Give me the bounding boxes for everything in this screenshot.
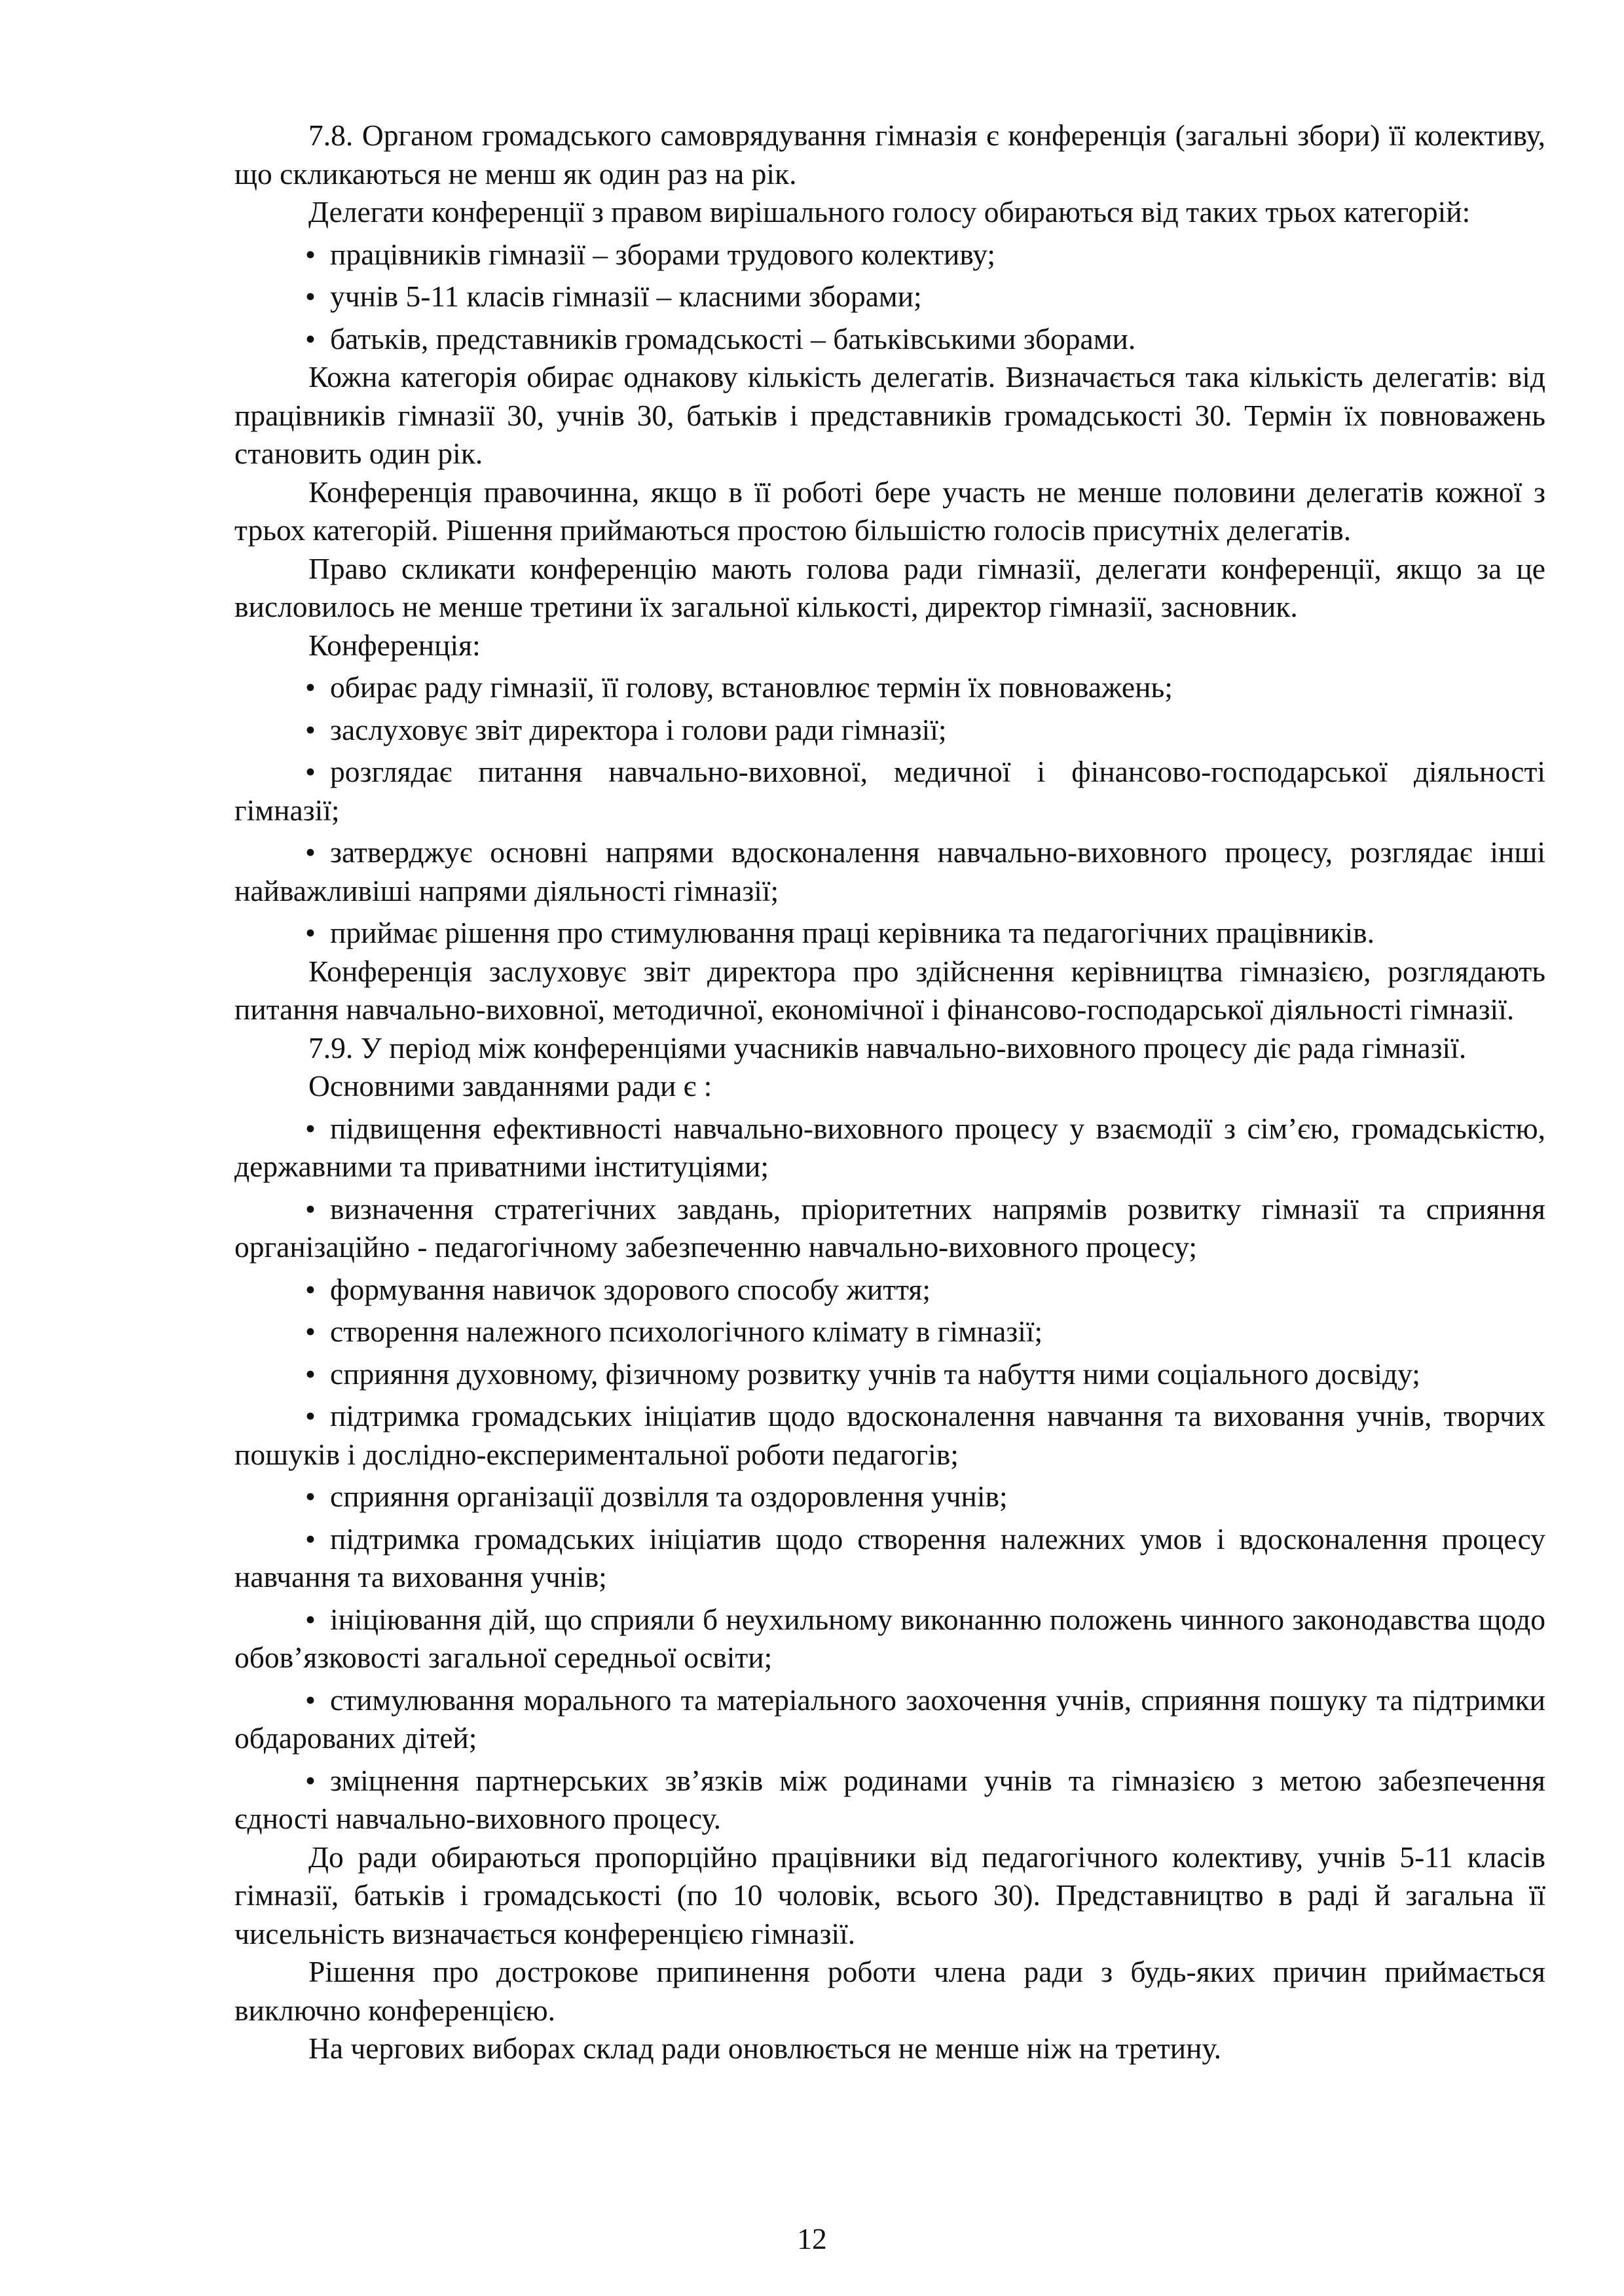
list-item: • підтримка громадських ініціатив щодо вдосконалення навчання та виховання учнів, творчих пошуків і дослідно-експериментальної роботи педагогів; [234,1397,1545,1474]
bullet-icon: • [305,1315,316,1348]
categories-list [234,236,1545,359]
bullet-icon: • [305,321,316,355]
bullet-icon: • [305,1522,316,1556]
list-item: • сприяння духовному, фізичному розвитку учнів та набуття ними соціального досвіду; [234,1355,1545,1394]
paragraph-tasks-label: Основними завданнями ради є : [308,1069,712,1102]
list-item: • розглядає питання навчально-виховної, медичної і фінансово-господарської діяльності гімназії; [234,753,1545,829]
bullet-icon: • [305,916,316,949]
paragraph-report: Конференція заслуховує звіт директора про здійснення керівництва гімназією, розглядають питання навчально-виховної, методичної, економічної і фінансово-господарської діяльності гімназії. [234,954,1545,1026]
page-number: 12 [797,2222,827,2255]
paragraph-7-8-intro: 7.8. Органом громадського самоврядування гімназія є конференція (загальні збори) її колективу, що скликаються не менш як один раз на рік. [234,118,1545,191]
bullet-icon: • [305,670,316,704]
bullet-icon: • [305,1192,316,1226]
list-item: • обирає раду гімназії, її голову, встановлює термін їх повноважень; [234,668,1545,707]
paragraph-convening-right: Право скликати конференцію мають голова ради гімназії, делегати конференції, якщо за це висловилось не менше третини їх загальної кількості, директор гімназії, засновник. [234,551,1545,623]
paragraph-conference-label: Конференція: [308,628,481,662]
list-item: • стимулювання морального та матеріального заохочення учнів, сприяння пошуку та підтримки обдарованих дітей; [234,1681,1545,1758]
bullet-icon: • [305,1683,316,1717]
conference-powers-list [234,668,1545,953]
bullet-icon: • [305,1111,316,1145]
bullet-icon: • [305,755,316,788]
list-item: • затверджує основні напрями вдосконалення навчально-виховного процесу, розглядає інші найважливіші напрями діяльності гімназії; [234,833,1545,910]
list-item: • батьків, представників громадськості – батьківськими зборами. [234,320,1545,359]
list-item: • працівників гімназії – зборами трудового колективу; [234,236,1545,274]
bullet-icon: • [305,1602,316,1636]
paragraph-7-9-intro: 7.9. У період між конференціями учасників навчально-виховного процесу діє рада гімназії. [308,1030,1467,1065]
paragraph-delegates-count: Кожна категорія обирає однакову кількість делегатів. Визначається така кількість делегатів: від працівників гімназії 30, учнів 30, батьків і представників громадськості 30. Термін їх повноважень становить один рік. [234,360,1545,470]
list-item: • зміцнення партнерських зв’язків між родинами учнів та гімназією з метою забезпечення єдності навчально-виховного процесу. [234,1762,1545,1838]
list-item: • створення належного психологічного клімату в гімназії; [234,1313,1545,1351]
list-item: • сприяння організації дозвілля та оздоровлення учнів; [234,1478,1545,1516]
list-item: • визначення стратегічних завдань, пріоритетних напрямів розвитку гімназії та сприяння організаційно - педагогічному забезпеченню навчально-виховного процесу; [234,1190,1545,1267]
bullet-icon: • [305,1763,316,1797]
paragraph-early-termination: Рішення про дострокове припинення роботи члена ради з будь-яких причин приймається виключно конференцією. [234,1955,1545,2027]
list-item: • ініціювання дій, що сприяли б неухильному виконанню положень чинного законодавства щодо обов’язковості загальної середньої освіти; [234,1601,1545,1677]
list-item: • підтримка громадських ініціатив щодо створення належних умов і вдосконалення процесу навчання та виховання учнів; [234,1520,1545,1597]
paragraph-composition: До ради обираються пропорційно працівники від педагогічного колективу, учнів 5-11 класів гімназії, батьків і громадськості (по 10 чоловік, всього 30). Представництво в раді й загальна її чисельність визначається конференцією гімназії. [234,1840,1545,1950]
bullet-icon: • [305,1272,316,1306]
bullet-icon: • [305,1357,316,1391]
bullet-icon: • [305,280,316,313]
list-item: • учнів 5-11 класів гімназії – класними зборами; [234,278,1545,316]
paragraph-renewal: На чергових виборах склад ради оновлюється не менше ніж на третину. [308,2032,1222,2065]
bullet-icon: • [305,712,316,746]
list-item: • заслуховує звіт директора і голови ради гімназії; [234,711,1545,750]
list-item: • формування навичок здорового способу життя; [234,1271,1545,1309]
bullet-icon: • [305,1399,316,1432]
council-tasks-list [234,1110,1545,1838]
list-item: • підвищення ефективності навчально-виховного процесу у взаємодії з сім’єю, громадськістю, державними та приватними інституціями; [234,1110,1545,1186]
paragraph-delegates-intro: Делегати конференції з правом вирішального голосу обираються від таких трьох категорій: [308,195,1471,228]
list-item: • приймає рішення про стимулювання праці керівника та педагогічних працівників. [234,914,1545,953]
bullet-icon: • [305,1480,316,1513]
paragraph-quorum: Конференція правочинна, якщо в її роботі бере участь не менше половини делегатів кожної з трьох категорій. Рішення приймаються простою більшістю голосів присутніх делегатів. [234,475,1545,547]
bullet-icon: • [305,835,316,869]
bullet-icon: • [305,237,316,271]
document-page [234,117,1545,2068]
